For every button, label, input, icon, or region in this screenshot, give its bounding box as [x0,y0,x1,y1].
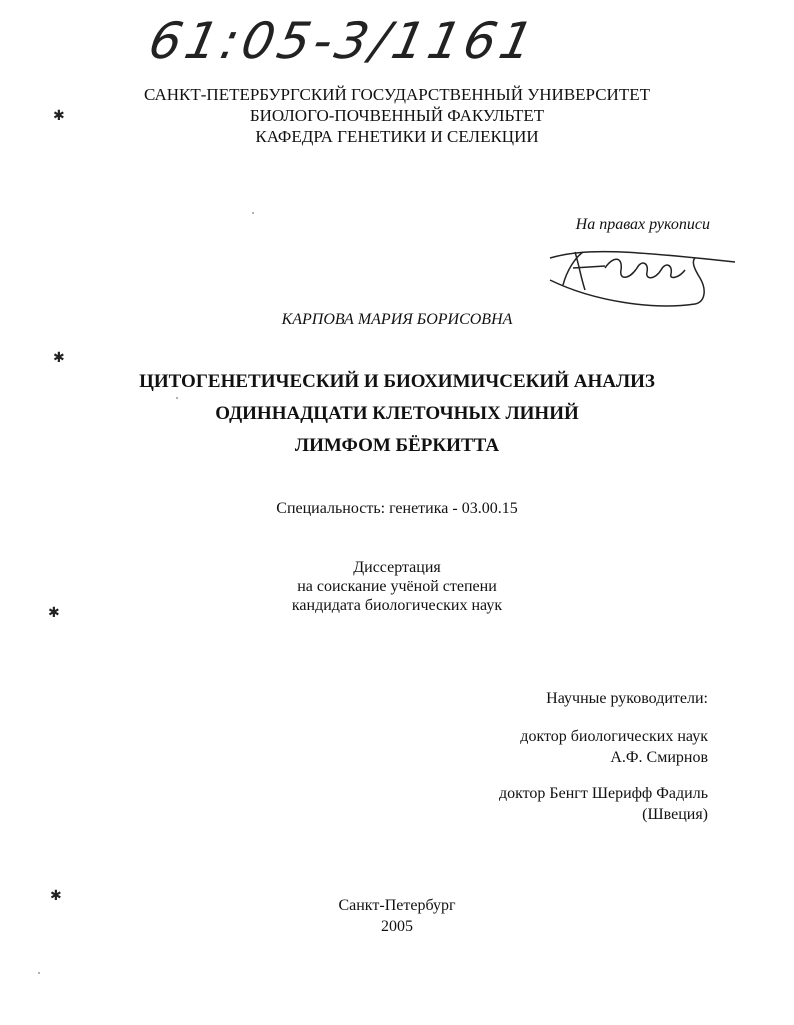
title-line-1: ЦИТОГЕНЕТИЧЕСКИЙ И БИОХИМИЧСЕКИЙ АНАЛИЗ [139,371,655,392]
dissertation-line-3: кандидата биологических наук [291,597,503,614]
dissertation-line-1: Диссертация [353,559,441,576]
supervisor-first-name: А.Ф. Смирнов [610,749,708,766]
title-line-3: ЛИМФОМ БЁРКИТТА [294,435,500,456]
year: 2005 [381,918,413,935]
binding-hole-mark-icon: ✱ [53,109,65,124]
university-name: САНКТ-ПЕТЕРБУРГСКИЙ ГОСУДАРСТВЕННЫЙ УНИВЕРСИТЕТ [143,85,650,104]
supervisor-second [499,783,708,825]
author-name: КАРПОВА МАРИЯ БОРИСОВНА [281,311,513,328]
dissertation-type [0,558,794,615]
department-name: КАФЕДРА ГЕНЕТИКИ И СЕЛЕКЦИИ [255,127,539,146]
institution-header [0,84,794,147]
binding-hole-mark-icon: ✱ [50,889,62,904]
supervisors-heading: Научные руководители: [546,690,708,707]
faculty-name: БИОЛОГО-ПОЧВЕННЫЙ ФАКУЛЬТЕТ [249,106,545,125]
publication-place [0,895,794,937]
supervisor-first-degree: доктор биологических наук [520,728,708,745]
rights-note: На правах рукописи [575,216,710,233]
scan-speck-icon [252,212,254,214]
supervisor-first [520,726,708,768]
author-signature [545,240,740,320]
city: Санкт-Петербург [338,897,456,914]
scan-speck-icon [176,397,178,399]
scan-speck-icon [38,972,40,974]
supervisor-second-country: (Швеция) [642,806,708,823]
supervisor-second-degree: доктор Бенгт Шерифф Фадиль [498,785,708,802]
binding-hole-mark-icon: ✱ [48,606,60,621]
specialty: Специальность: генетика - 03.00.15 [276,500,518,517]
title-line-2: ОДИННАДЦАТИ КЛЕТОЧНЫХ ЛИНИЙ [215,403,579,424]
binding-hole-mark-icon: ✱ [53,351,65,366]
dissertation-title [0,366,794,462]
signature-icon [545,240,740,315]
archive-number-handwritten: 61:05-3/1161 [143,12,543,70]
dissertation-line-2: на соискание учёной степени [297,578,497,595]
